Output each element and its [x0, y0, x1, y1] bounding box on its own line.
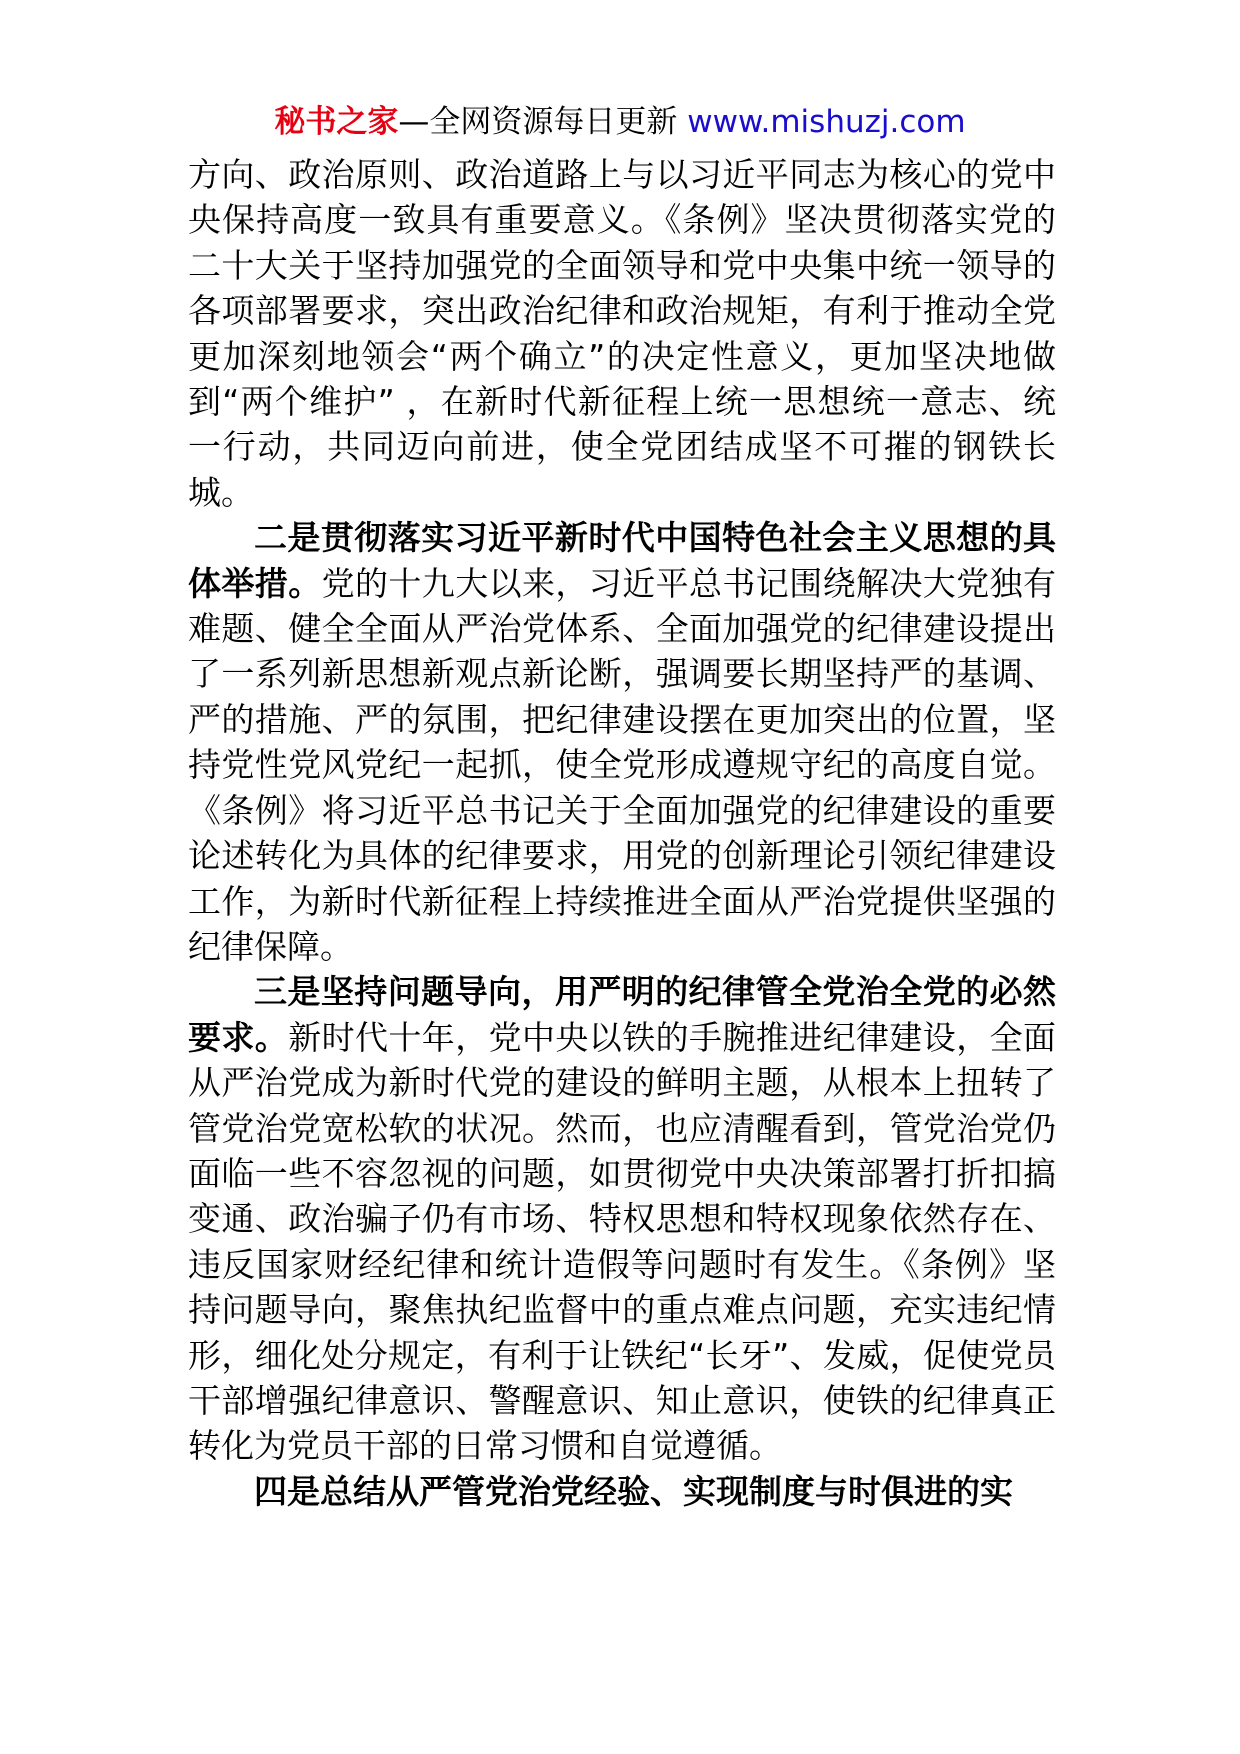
header-brand: 秘书之家: [274, 104, 399, 140]
header-slogan: —全网资源每日更新: [398, 104, 688, 140]
page-header: [0, 100, 1240, 144]
paragraph-4: [188, 1469, 1056, 1514]
paragraph-lead: 四是总结从严管党治党经验、实现制度与时俱进的实: [254, 1471, 1013, 1511]
paragraph-lead: 二是贯彻落实习近平新时代中国特色社会主义思想的具体举措。: [188, 518, 1056, 603]
document-body: [188, 152, 1056, 1514]
paragraph-3: [188, 969, 1056, 1468]
paragraph-1: [188, 152, 1056, 515]
paragraph-lead: 三是坚持问题导向，用严明的纪律管全党治全党的必然要求。: [188, 972, 1056, 1057]
paragraph-2: [188, 515, 1056, 969]
paragraph-text: 方向、政治原则、政治道路上与以习近平同志为核心的党中央保持高度一致具有重要意义。《条例》坚决贯彻落实党的二十大关于坚持加强党的全面领导和党中央集中统一领导的各项部署要求，突出政治纪律和政治规矩，有利于推动全党更加深刻地领会“两个确立”的决定性意义，更加坚决地做到“两个维护” ，在新时代新征程上统一思想统一意志、统一行动，共同迈向前进，使全党团结成坚不可摧的钢铁长城。: [188, 155, 1056, 512]
paragraph-text: 新时代十年，党中央以铁的手腕推进纪律建设，全面从严治党成为新时代党的建设的鲜明主题，从根本上扭转了管党治党宽松软的状况。然而，也应清醒看到，管党治党仍面临一些不容忽视的问题，如贯彻党中央决策部署打折扣搞变通、政治骗子仍有市场、特权思想和特权现象依然存在、违反国家财经纪律和统计造假等问题时有发生。《条例》坚持问题导向，聚焦执纪监督中的重点难点问题，充实违纪情形，细化处分规定，有利于让铁纪“长牙”、发威，促使党员干部增强纪律意识、警醒意识、知止意识，使铁的纪律真正转化为党员干部的日常习惯和自觉遵循。: [188, 1017, 1057, 1466]
header-url-link[interactable]: www.mishuzj.com: [687, 104, 966, 140]
paragraph-text: 党的十九大以来，习近平总书记围绕解决大党独有难题、健全全面从严治党体系、全面加强党的纪律建设提出了一系列新思想新观点新论断，强调要长期坚持严的基调、严的措施、严的氛围，把纪律建设摆在更加突出的位置，坚持党性党风党纪一起抓，使全党形成遵规守纪的高度自觉。《条例》将习近平总书记关于全面加强党的纪律建设的重要论述转化为具体的纪律要求，用党的创新理论引领纪律建设工作，为新时代新征程上持续推进全面从严治党提供坚强的纪律保障。: [188, 563, 1057, 966]
